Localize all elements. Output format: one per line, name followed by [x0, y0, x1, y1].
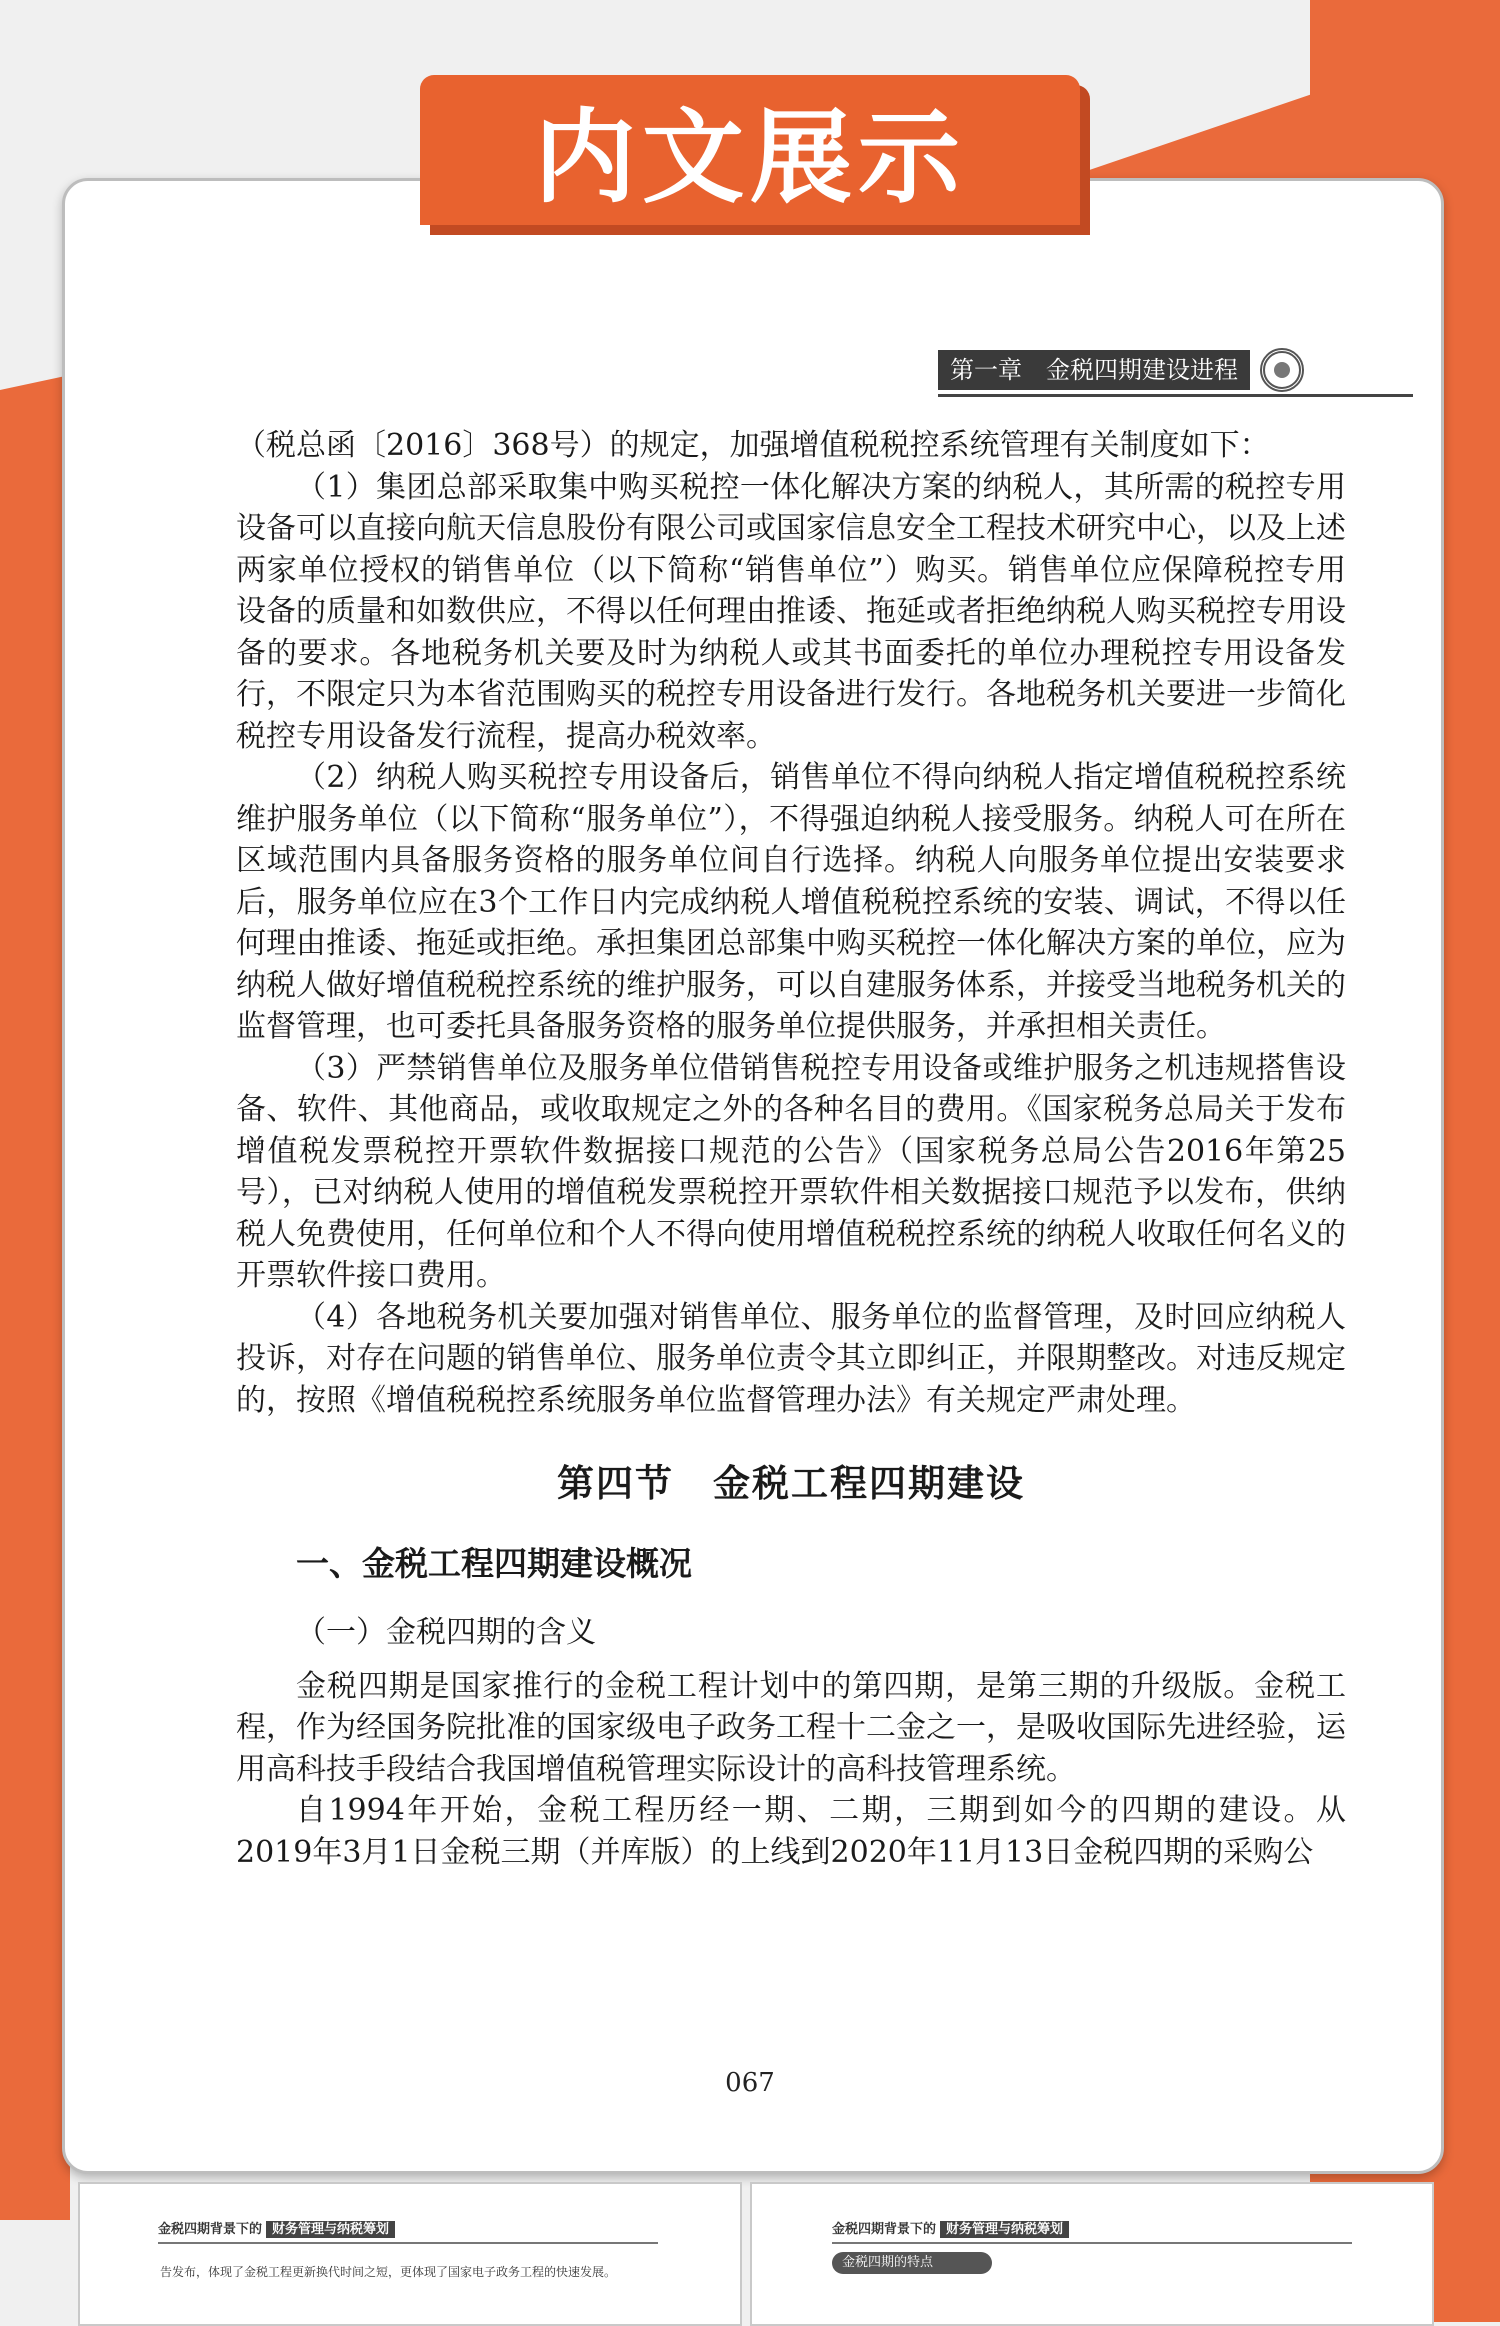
thumbnail-header: 金税四期背景下的 财务管理与纳税筹划: [158, 2218, 395, 2237]
thumbnail-pill: 金税四期的特点: [832, 2252, 992, 2274]
paragraph: （税总函〔2016〕368号）的规定，加强增值税税控系统管理有关制度如下：: [236, 428, 1270, 463]
background-band-left: [0, 520, 70, 2220]
thumbnail-text: 告发布，体现了金税工程更新换代时间之短，更体现了国家电子政务工程的快速发展。: [160, 2265, 617, 2279]
running-head: [938, 350, 1383, 390]
running-head-rule: [938, 394, 1413, 397]
book-page: [78, 238, 1422, 2158]
chapter-title: 第一章 金税四期建设进程: [938, 350, 1250, 390]
thumbnail-right: [750, 2182, 1434, 2326]
thumbnail-left: [78, 2182, 742, 2326]
paragraph: （2）纳税人购买税控专用设备后，销售单位不得向纳税人指定增值税税控系统维护服务单位（以下简称“服务单位”），不得强迫纳税人接受服务。纳税人可在所在区域范围内具备服务资格的服务单位间自行选择。纳税人向服务单位提出安装要求后，服务单位应在3个工作日内完成纳税人增值税税控系统的安装、调试，不得以任何理由推诿、拖延或拒绝。承担集团总部集中购买税控一体化解决方案的单位，应为纳税人做好增值税税控系统的维护服务，可以自建服务体系，并接受当地税务机关的监督管理，也可委托具备服务资格的服务单位提供服务，并承担相关责任。: [236, 760, 1346, 1044]
banner-title: 内文展示: [534, 99, 966, 218]
paragraph: 自1994年开始，金税工程历经一期、二期，三期到如今的四期的建设。从2019年3月1日金税三期（并库版）的上线到2020年11月13日金税四期的采购公: [236, 1793, 1346, 1870]
banner: [420, 75, 1080, 225]
page-number: 067: [725, 2068, 775, 2098]
paragraph: （4）各地税务机关要加强对销售单位、服务单位的监督管理，及时回应纳税人投诉，对存在问题的销售单位、服务单位责令其立即纠正，并限期整改。对违反规定的，按照《增值税税控系统服务单位监督管理办法》有关规定严肃处理。: [236, 1299, 1346, 1418]
paragraph: （3）严禁销售单位及服务单位借销售税控专用设备或维护服务之机违规搭售设备、软件、其他商品，或收取规定之外的各种名目的费用。《国家税务总局关于发布增值税发票税控开票软件数据接口规范的公告》（国家税务总局公告2016年第25号），已对纳税人使用的增值税发票税控开票软件相关数据接口规范予以发布，供纳税人免费使用，任何单位和个人不得向使用增值税税控系统的纳税人收取任何名义的开票软件接口费用。: [236, 1050, 1346, 1293]
heading-level-3: （一）金税四期的含义: [296, 1615, 596, 1650]
paragraph: （1）集团总部采取集中购买税控一体化解决方案的纳税人，其所需的税控专用设备可以直接向航天信息股份有限公司或国家信息安全工程技术研究中心，以及上述两家单位授权的销售单位（以下简称“销售单位”）购买。销售单位应保障税控专用设备的质量和如数供应，不得以任何理由推诿、拖延或者拒绝纳税人购买税控专用设备的要求。各地税务机关要及时为纳税人或其书面委托的单位办理税控专用设备发行，不限定只为本省范围购买的税控专用设备进行发行。各地税务机关要进一步简化税控专用设备发行流程，提高办税效率。: [236, 469, 1346, 754]
thumbnail-rule: [158, 2242, 658, 2244]
chapter-emblem-icon: [1260, 348, 1304, 392]
page-body: [236, 425, 1346, 1873]
thumbnail-rule: [832, 2242, 1352, 2244]
thumbnail-header: 金税四期背景下的 财务管理与纳税筹划: [832, 2218, 1069, 2237]
heading-level-2: 一、金税工程四期建设概况: [296, 1543, 692, 1583]
section-title: 第四节 金税工程四期建设: [557, 1462, 1025, 1505]
paragraph: 金税四期是国家推行的金税工程计划中的第四期，是第三期的升级版。金税工程，作为经国务院批准的国家级电子政务工程十二金之一，是吸收国际先进经验，运用高科技手段结合我国增值税管理实际设计的高科技管理系统。: [236, 1668, 1346, 1787]
